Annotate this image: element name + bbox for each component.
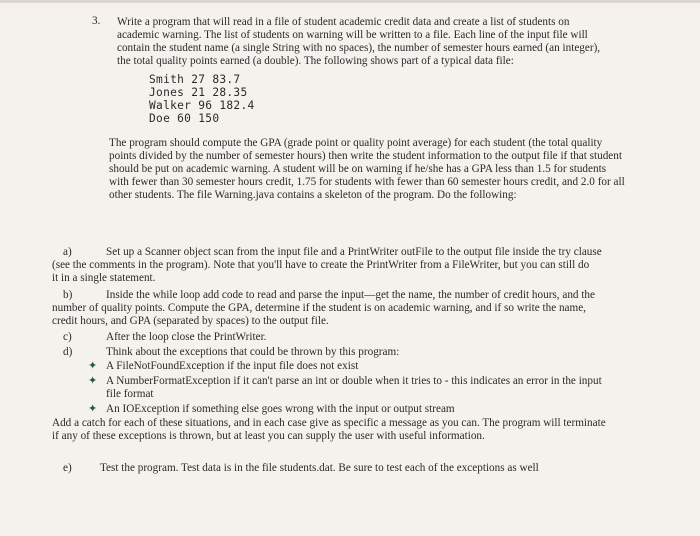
step-d-text: Think about the exceptions that could be thrown by this program: — [106, 346, 400, 358]
description-line-4: with fewer than 30 semester hours credit, 1.75 for students with fewer than 60 semester hours credit, and 2.0 for all — [109, 176, 625, 188]
data-line-4: Doe 60 150 — [149, 112, 220, 125]
step-b-line-1: Inside the while loop add code to read and parse the input—get the name, the number of credit hours, and the — [106, 289, 595, 301]
description-line-1: The program should compute the GPA (grade point or quality point average) for each student (the total quality — [109, 137, 603, 149]
step-a-label: a) — [63, 246, 72, 258]
question-number: 3. — [92, 15, 101, 27]
step-a-line-2: (see the comments in the program). Note that you'll have to create the PrintWriter from a FileWriter, but you can still do — [52, 259, 590, 271]
description-line-5: other students. The file Warning.java contains a skeleton of the program. Do the following: — [109, 189, 517, 201]
page-top-edge — [0, 0, 700, 3]
description-line-2: points divided by the number of semester hours) then write the student information to the output file if that student — [109, 150, 622, 162]
step-e-label: e) — [63, 462, 72, 474]
bullet-line-1: A FileNotFoundException if the input file does not exist — [106, 360, 359, 372]
step-e-text: Test the program. Test data is in the file students.dat. Be sure to test each of the exceptions as well — [100, 462, 539, 474]
bullet-icon: ✦ — [88, 375, 98, 387]
step-a-line-3: it in a single statement. — [52, 272, 156, 284]
step-c-text: After the loop close the PrintWriter. — [106, 331, 267, 343]
intro-line-3: contain the student name (a single String with no spaces), the number of semester hours earned (an integer), — [117, 42, 601, 54]
data-line-3: Walker 96 182.4 — [149, 99, 255, 112]
intro-line-4: the total quality points earned (a double). The following shows part of a typical data file: — [117, 55, 514, 67]
step-b-label: b) — [63, 289, 73, 301]
step-b-line-2: number of quality points. Compute the GPA, determine if the student is on academic warning, and if so write the name, — [52, 302, 586, 314]
step-c-label: c) — [63, 331, 72, 343]
step-a-line-1: Set up a Scanner object scan from the input file and a PrintWriter outFile to the output file inside the try clause — [106, 246, 602, 258]
intro-line-2: academic warning. The list of students on warning will be written to a file. Each line of the input file will — [117, 29, 588, 41]
intro-line-1: Write a program that will read in a file of student academic credit data and create a list of students on — [117, 16, 570, 28]
bullet-line-2: A NumberFormatException if it can't parse an int or double when it tries to - this indicates an error in the input — [106, 375, 602, 387]
catch-line-2: if any of these exceptions is thrown, but at least you can supply the user with useful information. — [52, 430, 485, 442]
bullet-icon: ✦ — [88, 403, 98, 415]
data-line-2: Jones 21 28.35 — [149, 86, 248, 99]
bullet-line-3: An IOException if something else goes wrong with the input or output stream — [106, 403, 455, 415]
data-line-1: Smith 27 83.7 — [149, 73, 241, 86]
bullet-icon: ✦ — [88, 360, 98, 372]
step-b-line-3: credit hours, and GPA (separated by spaces) to the output file. — [52, 315, 329, 327]
description-line-3: should be put on academic warning. A student will be on warning if he/she has a GPA less than 1.5 for students — [109, 163, 607, 175]
bullet-line-2-cont: file format — [106, 388, 154, 400]
step-d-label: d) — [63, 346, 73, 358]
catch-line-1: Add a catch for each of these situations, and in each case give as specific a message as you can. The program will terminate — [52, 417, 606, 429]
